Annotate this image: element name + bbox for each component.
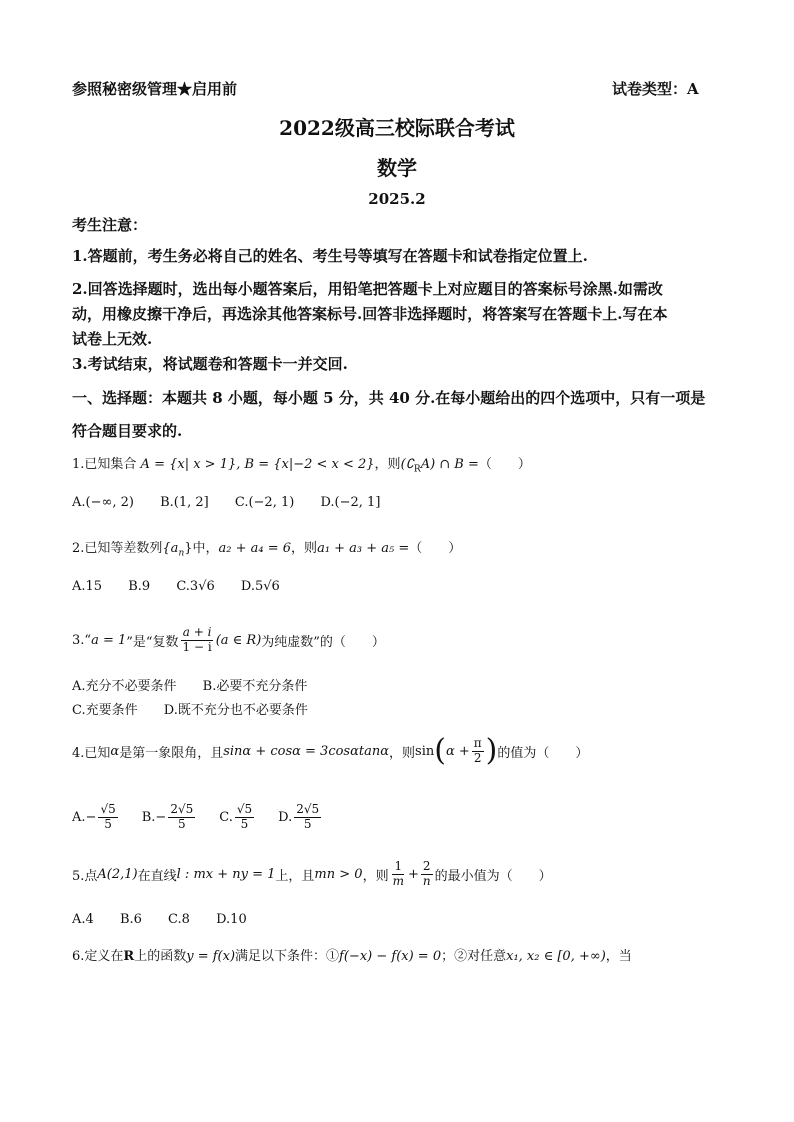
question-5-options [72,912,269,927]
subject-title: 数学 [377,156,417,180]
section-heading-line-1: 一、选择题：本题共 8 小题，每小题 5 分，共 40 分.在每小题给出的四个选项中，只有一项是 [72,389,706,407]
option-b[interactable]: B.9 [128,579,151,594]
option-a[interactable]: A.15 [72,579,103,594]
option-c[interactable]: C. $\frac{√5}{5}$ [219,801,253,831]
option-a[interactable]: A.− $\frac{√5}{5}$ [72,801,116,831]
option-a[interactable]: A.充分不必要条件 [72,679,177,694]
option-d[interactable]: D.5√6 [240,579,280,594]
option-d[interactable]: D. $\frac{2√5}{5}$ [278,801,320,831]
complex-fraction: $\frac{a + i}{1 - i}$ [182,624,212,654]
question-3-options-row-1 [72,675,329,694]
option-c[interactable]: C.3√6 [176,579,215,594]
option-b[interactable]: B.6 [119,912,142,927]
option-d[interactable]: D.10 [216,912,247,927]
question-3-options-row-2 [72,699,330,718]
question-1-options [72,495,402,510]
question-3-stem: 3.“ a = 1 ”是“复数 $\frac{a + i}{1 - i}$ (a ∈ R) 为纯虚数”的（ ） [72,624,385,654]
notice-heading: 考生注意： [72,216,148,234]
notice-item-2-line-2: 动，用橡皮擦干净后，再选涂其他答案标号.回答非选择题时，将答案写在答题卡上.写在本 [72,305,668,323]
question-6-stem: 6.定义在R上的函数y = f(x)满足以下条件：①f(−x) − f(x) = 0；②对任意x₁, x₂ ∈ [0, +∞)，当 [72,949,632,964]
option-b[interactable]: B.必要不充分条件 [202,679,308,694]
question-4-stem: 4.已知 α 是第一象限角，且 sinα + cosα = 3cosαtanα ，则 sin ( α + $\frac{\pi}{2}$ ) 的值为（ ） [72,733,589,768]
option-a[interactable]: A.4 [72,912,94,927]
question-2-options [72,579,302,594]
option-a[interactable]: A.(−∞, 2) [72,495,134,510]
exam-title: 2022级高三校际联合考试 [279,116,515,140]
notice-item-3: 3.考试结束，将试题卷和答题卡一并交回. [72,355,348,373]
section-heading-line-2: 符合题目要求的. [72,422,183,440]
option-c[interactable]: C.8 [168,912,190,927]
option-d[interactable]: D.既不充分也不必要条件 [163,703,308,718]
option-c[interactable]: C.充要条件 [72,703,138,718]
question-4-options [72,795,345,839]
exam-date: 2025.2 [368,190,426,208]
notice-item-2-line-1: 2.回答选择题时，选出每小题答案后，用铅笔把答题卡上对应题目的答案标号涂黑.如需改 [72,280,663,298]
paper-type-label: 试卷类型：A [612,80,699,98]
confidentiality-label: 参照秘密级管理★启用前 [72,80,238,98]
option-c[interactable]: C.(−2, 1) [234,495,295,510]
notice-item-2-line-3: 试卷上无效. [72,330,153,348]
notice-item-1: 1.答题前，考生务必将自己的姓名、考生号等填写在答题卡和试卷指定位置上. [72,247,588,265]
option-d[interactable]: D.(−2, 1] [320,495,381,510]
option-b[interactable]: B.(1, 2] [160,495,209,510]
question-2-stem: 2.已知等差数列$\{a_n\}$中，a₂ + a₄ = 6，则a₁ + a₃ + a₅ =（ ） [72,541,462,559]
question-5-stem: 5.点 A(2,1) 在直线 l : mx + ny = 1 上，且 mn > 0 ，则 $\frac{1}{m}$ + $\frac{2}{n}$ 的最小值为（ ） [72,858,552,888]
question-1-stem: 1.已知集合 A = {x| x > 1}, B = {x|−2 < x < 2}，则$(∁_RA)$ ∩ B =（ ） [72,457,531,475]
option-b[interactable]: B.− $\frac{2√5}{5}$ [141,801,194,831]
